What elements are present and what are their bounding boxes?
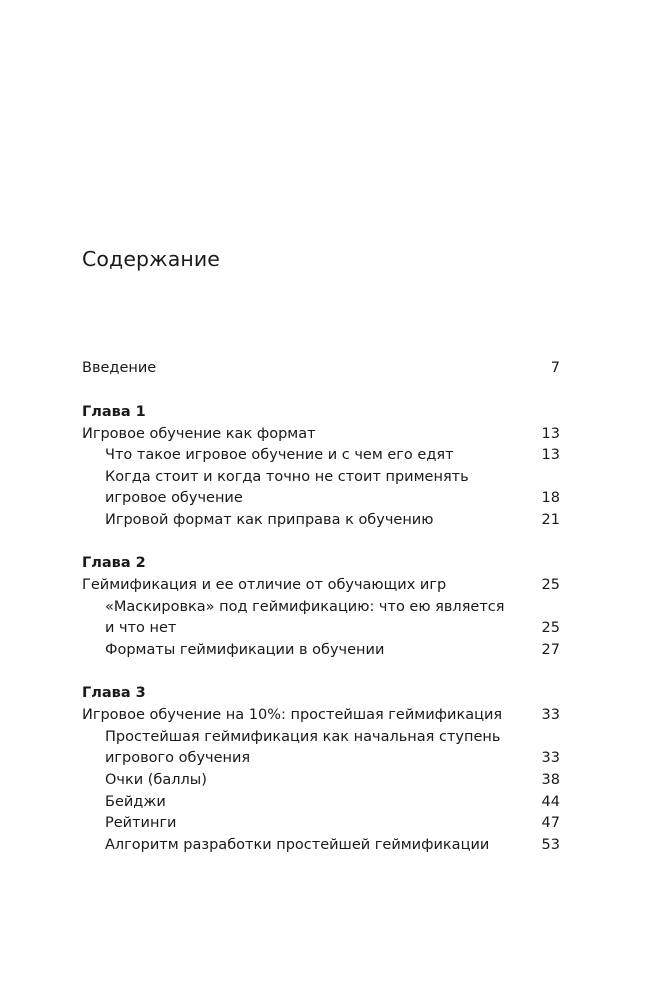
toc-page-number: 18 <box>541 490 560 506</box>
toc-page-number: 25 <box>541 620 560 636</box>
toc-entry-label: Игровое обучение на 10%: простейшая геймификация <box>82 707 503 723</box>
toc-entry-label: Введение <box>82 360 157 376</box>
toc-page-number: 47 <box>541 815 560 831</box>
toc-entry-label: Геймификация и ее отличие от обучающих игр <box>82 577 447 593</box>
toc-page-number: 21 <box>541 512 560 528</box>
toc-entry-label: Бейджи <box>105 794 166 810</box>
toc-entry-label: и что нет <box>105 620 177 636</box>
toc-entry-label: игровое обучение <box>105 490 243 506</box>
toc-page-number: 53 <box>541 837 560 853</box>
page-title: Содержание <box>82 247 221 271</box>
toc-subentry <box>82 597 560 617</box>
toc-page-number: 38 <box>541 772 560 788</box>
toc-page-number: 25 <box>541 577 560 593</box>
toc-page-number: 13 <box>541 426 560 442</box>
toc-page-number: 7 <box>550 360 560 376</box>
toc-page-number: 33 <box>541 750 560 766</box>
toc-subentry <box>82 727 560 747</box>
toc-subentry <box>82 835 560 855</box>
toc-subentry <box>82 748 560 768</box>
toc-entry-intro <box>82 358 560 378</box>
toc-entry <box>82 705 560 725</box>
toc-entry-label: Когда стоит и когда точно не стоит применять <box>105 469 469 485</box>
toc-subentry <box>82 467 560 487</box>
toc-entry-label: Что такое игровое обучение и с чем его едят <box>105 447 454 463</box>
toc-entry-label: Рейтинги <box>105 815 177 831</box>
toc-subentry <box>82 510 560 530</box>
toc-entry-label: «Маскировка» под геймификацию: что ею является <box>105 599 505 615</box>
toc-entry-label: Простейшая геймификация как начальная ступень <box>105 729 501 745</box>
chapter-heading-label: Глава 1 <box>82 404 146 420</box>
chapter-heading-label: Глава 3 <box>82 685 146 701</box>
toc-entry <box>82 424 560 444</box>
toc-entry-label: Форматы геймификации в обучении <box>105 642 385 658</box>
toc-subentry <box>82 792 560 812</box>
toc-page-number: 27 <box>541 642 560 658</box>
toc-subentry <box>82 813 560 833</box>
toc-subentry <box>82 770 560 790</box>
chapter-heading-label: Глава 2 <box>82 555 146 571</box>
toc-entry-label: игрового обучения <box>105 750 251 766</box>
toc-page-number: 44 <box>541 794 560 810</box>
chapter-heading <box>82 683 560 703</box>
toc-page-number: 13 <box>541 447 560 463</box>
toc-entry-label: Очки (баллы) <box>105 772 207 788</box>
toc-entry-label: Алгоритм разработки простейшей геймификации <box>105 837 490 853</box>
toc-subentry <box>82 640 560 660</box>
toc-entry <box>82 575 560 595</box>
toc-subentry <box>82 488 560 508</box>
toc-subentry <box>82 618 560 638</box>
toc-page-number: 33 <box>541 707 560 723</box>
toc-subentry <box>82 445 560 465</box>
toc-entry-label: Игровой формат как приправа к обучению <box>105 512 434 528</box>
toc-entry-label: Игровое обучение как формат <box>82 426 316 442</box>
chapter-heading <box>82 402 560 422</box>
chapter-heading <box>82 553 560 573</box>
